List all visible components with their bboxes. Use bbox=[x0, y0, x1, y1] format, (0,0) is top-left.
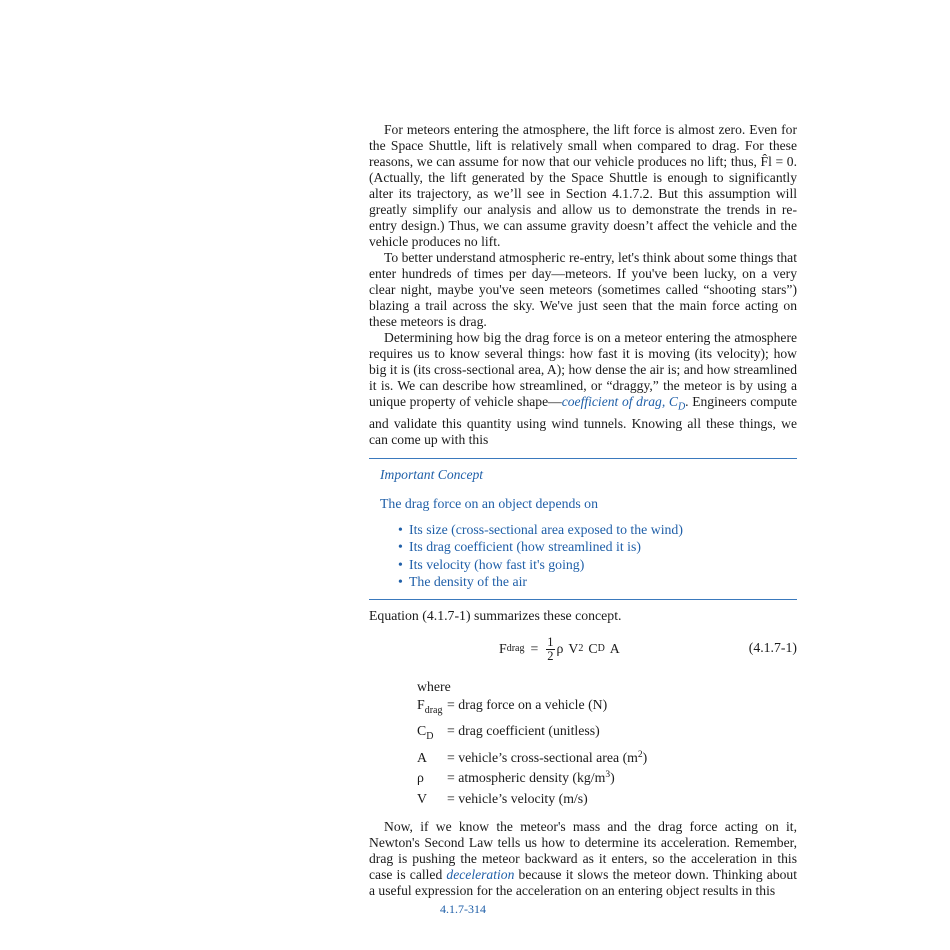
definition-text-main: = vehicle’s cross-sectional area (m bbox=[447, 749, 638, 765]
list-item bbox=[398, 556, 797, 574]
symbol-main: C bbox=[417, 723, 427, 739]
definition-symbol bbox=[417, 721, 447, 748]
term-coefficient-of-drag-sub: D bbox=[677, 401, 686, 413]
important-concept-box bbox=[369, 458, 797, 600]
paragraph-deceleration bbox=[369, 819, 797, 899]
paragraph-lift: For meteors entering the atmosphere, the lift force is almost zero. Even for the Space Shuttle, lift is relatively small when compared to drag. For these reasons, we can assume for now that our vehicle produces no lift; thus, F̂l = 0. (Actually, the lift generated by the Space Shuttle is enough to significantly alter its trajectory, as we’ll see in Section 4.1.7.2. But this assumption will greatly simplify our analysis and allow us to demonstrate the trends in re-entry design.) Thus, we can assume gravity doesn’t affect the vehicle and the vehicle produces no lift. bbox=[369, 122, 797, 249]
definition-sup: 2 bbox=[637, 749, 643, 760]
bullet-icon: • bbox=[398, 539, 403, 555]
page-number: 4.1.7-314 bbox=[440, 902, 486, 916]
symbol-sub: drag bbox=[424, 704, 443, 716]
paragraph-meteors: To better understand atmospheric re-entry, let's think about some things that enter hundreds of times per day—meteors. If you've been lucky, on a very clear night, maybe you've seen meteors (sometimes called “shooting stars”) blazing a trail across the sky. We've just seen that the main force acting on these meteors is drag. bbox=[369, 250, 797, 329]
bullet-icon: • bbox=[398, 574, 403, 590]
symbol-main: A bbox=[417, 749, 427, 765]
equation-body bbox=[499, 636, 620, 663]
definition-text bbox=[447, 748, 647, 769]
eq-cd-sub: D bbox=[597, 643, 605, 655]
definition-row bbox=[417, 695, 797, 722]
definition-tail: ) bbox=[610, 770, 615, 786]
eq-frac-num: 1 bbox=[547, 634, 554, 649]
symbol-main: ρ bbox=[417, 770, 424, 786]
eq-frac-den: 2 bbox=[547, 648, 554, 663]
list-item bbox=[398, 521, 797, 539]
eq-v-sup: 2 bbox=[578, 643, 584, 655]
paragraph-deceleration-text: Now, if we know the meteor's mass and the drag force acting on it, Newton's Second Law tells us how to determine its acceleration. Remember, drag is pushing the meteor backward as it enters, so the acceleration in this case is called bbox=[369, 819, 797, 883]
eq-area: A bbox=[609, 641, 620, 657]
definition-row bbox=[417, 721, 797, 748]
equation-number: (4.1.7-1) bbox=[748, 639, 797, 655]
where-label: where bbox=[417, 678, 451, 694]
definition-symbol bbox=[417, 768, 447, 789]
list-item bbox=[398, 573, 797, 591]
drag-equation bbox=[369, 634, 797, 672]
variable-definitions bbox=[417, 678, 797, 810]
paragraph-drag-factors-text: Determining how big the drag force is on a meteor entering the atmosphere requires us to know several things: how fast it is moving (its velocity); how big it is (its cross-sectional area, A); how dense the air is; and how streamlined it is. We can describe how streamlined, or “draggy,” the meteor is by using a unique property of vehicle shape— bbox=[369, 330, 797, 409]
text-column bbox=[369, 122, 797, 899]
list-item-text: Its drag coefficient (how streamlined it is) bbox=[409, 539, 641, 555]
bullet-icon: • bbox=[398, 556, 403, 572]
list-item-text: The density of the air bbox=[409, 574, 528, 590]
definition-tail: ) bbox=[642, 749, 648, 765]
definition-sup: 3 bbox=[605, 770, 611, 781]
definition-text bbox=[447, 768, 615, 789]
definition-row bbox=[417, 768, 797, 789]
concept-list bbox=[398, 521, 797, 591]
eq-lhs-sub: drag bbox=[506, 643, 525, 655]
eq-equals: = bbox=[530, 641, 539, 657]
list-item-text: Its size (cross-sectional area exposed to the wind) bbox=[409, 521, 683, 537]
equation-summary: Equation (4.1.7-1) summarizes these concept. bbox=[369, 607, 622, 623]
list-item-text: Its velocity (how fast it's going) bbox=[409, 556, 585, 572]
definition-text: = drag force on a vehicle (N) bbox=[447, 696, 608, 712]
term-coefficient-of-drag bbox=[561, 394, 686, 413]
term-coefficient-of-drag-text: coefficient of drag, C bbox=[561, 394, 678, 409]
definition-text: = drag coefficient (unitless) bbox=[447, 723, 600, 739]
concept-lead: The drag force on an object depends on bbox=[380, 495, 598, 511]
paragraph-drag-factors-tail: . Engineers compute and validate this quantity using wind tunnels. Knowing all these things, we can come up with this bbox=[369, 394, 797, 447]
list-item bbox=[398, 538, 797, 556]
bullet-icon: • bbox=[398, 521, 403, 537]
eq-cd: C bbox=[588, 641, 598, 657]
definition-row bbox=[417, 789, 797, 810]
definition-symbol bbox=[417, 789, 447, 810]
definition-text-main: = atmospheric density (kg/m bbox=[447, 770, 606, 786]
eq-v: V bbox=[568, 641, 579, 657]
paragraph-deceleration-tail: because it slows the meteor down. Thinking about a useful expression for the acceleration on an entering object results in this bbox=[369, 867, 798, 899]
eq-rho: ρ bbox=[556, 641, 564, 657]
symbol-sub: D bbox=[426, 731, 434, 743]
concept-title: Important Concept bbox=[380, 466, 484, 482]
definition-symbol bbox=[417, 748, 447, 769]
definition-row bbox=[417, 748, 797, 769]
symbol-main: F bbox=[417, 696, 425, 712]
symbol-main: V bbox=[417, 790, 427, 806]
eq-fraction bbox=[546, 636, 554, 663]
paragraph-drag-factors bbox=[369, 330, 797, 448]
definition-symbol bbox=[417, 695, 447, 722]
term-deceleration: deceleration bbox=[446, 867, 515, 883]
definition-text: = vehicle’s velocity (m/s) bbox=[447, 790, 588, 806]
eq-lhs: F bbox=[499, 641, 507, 657]
